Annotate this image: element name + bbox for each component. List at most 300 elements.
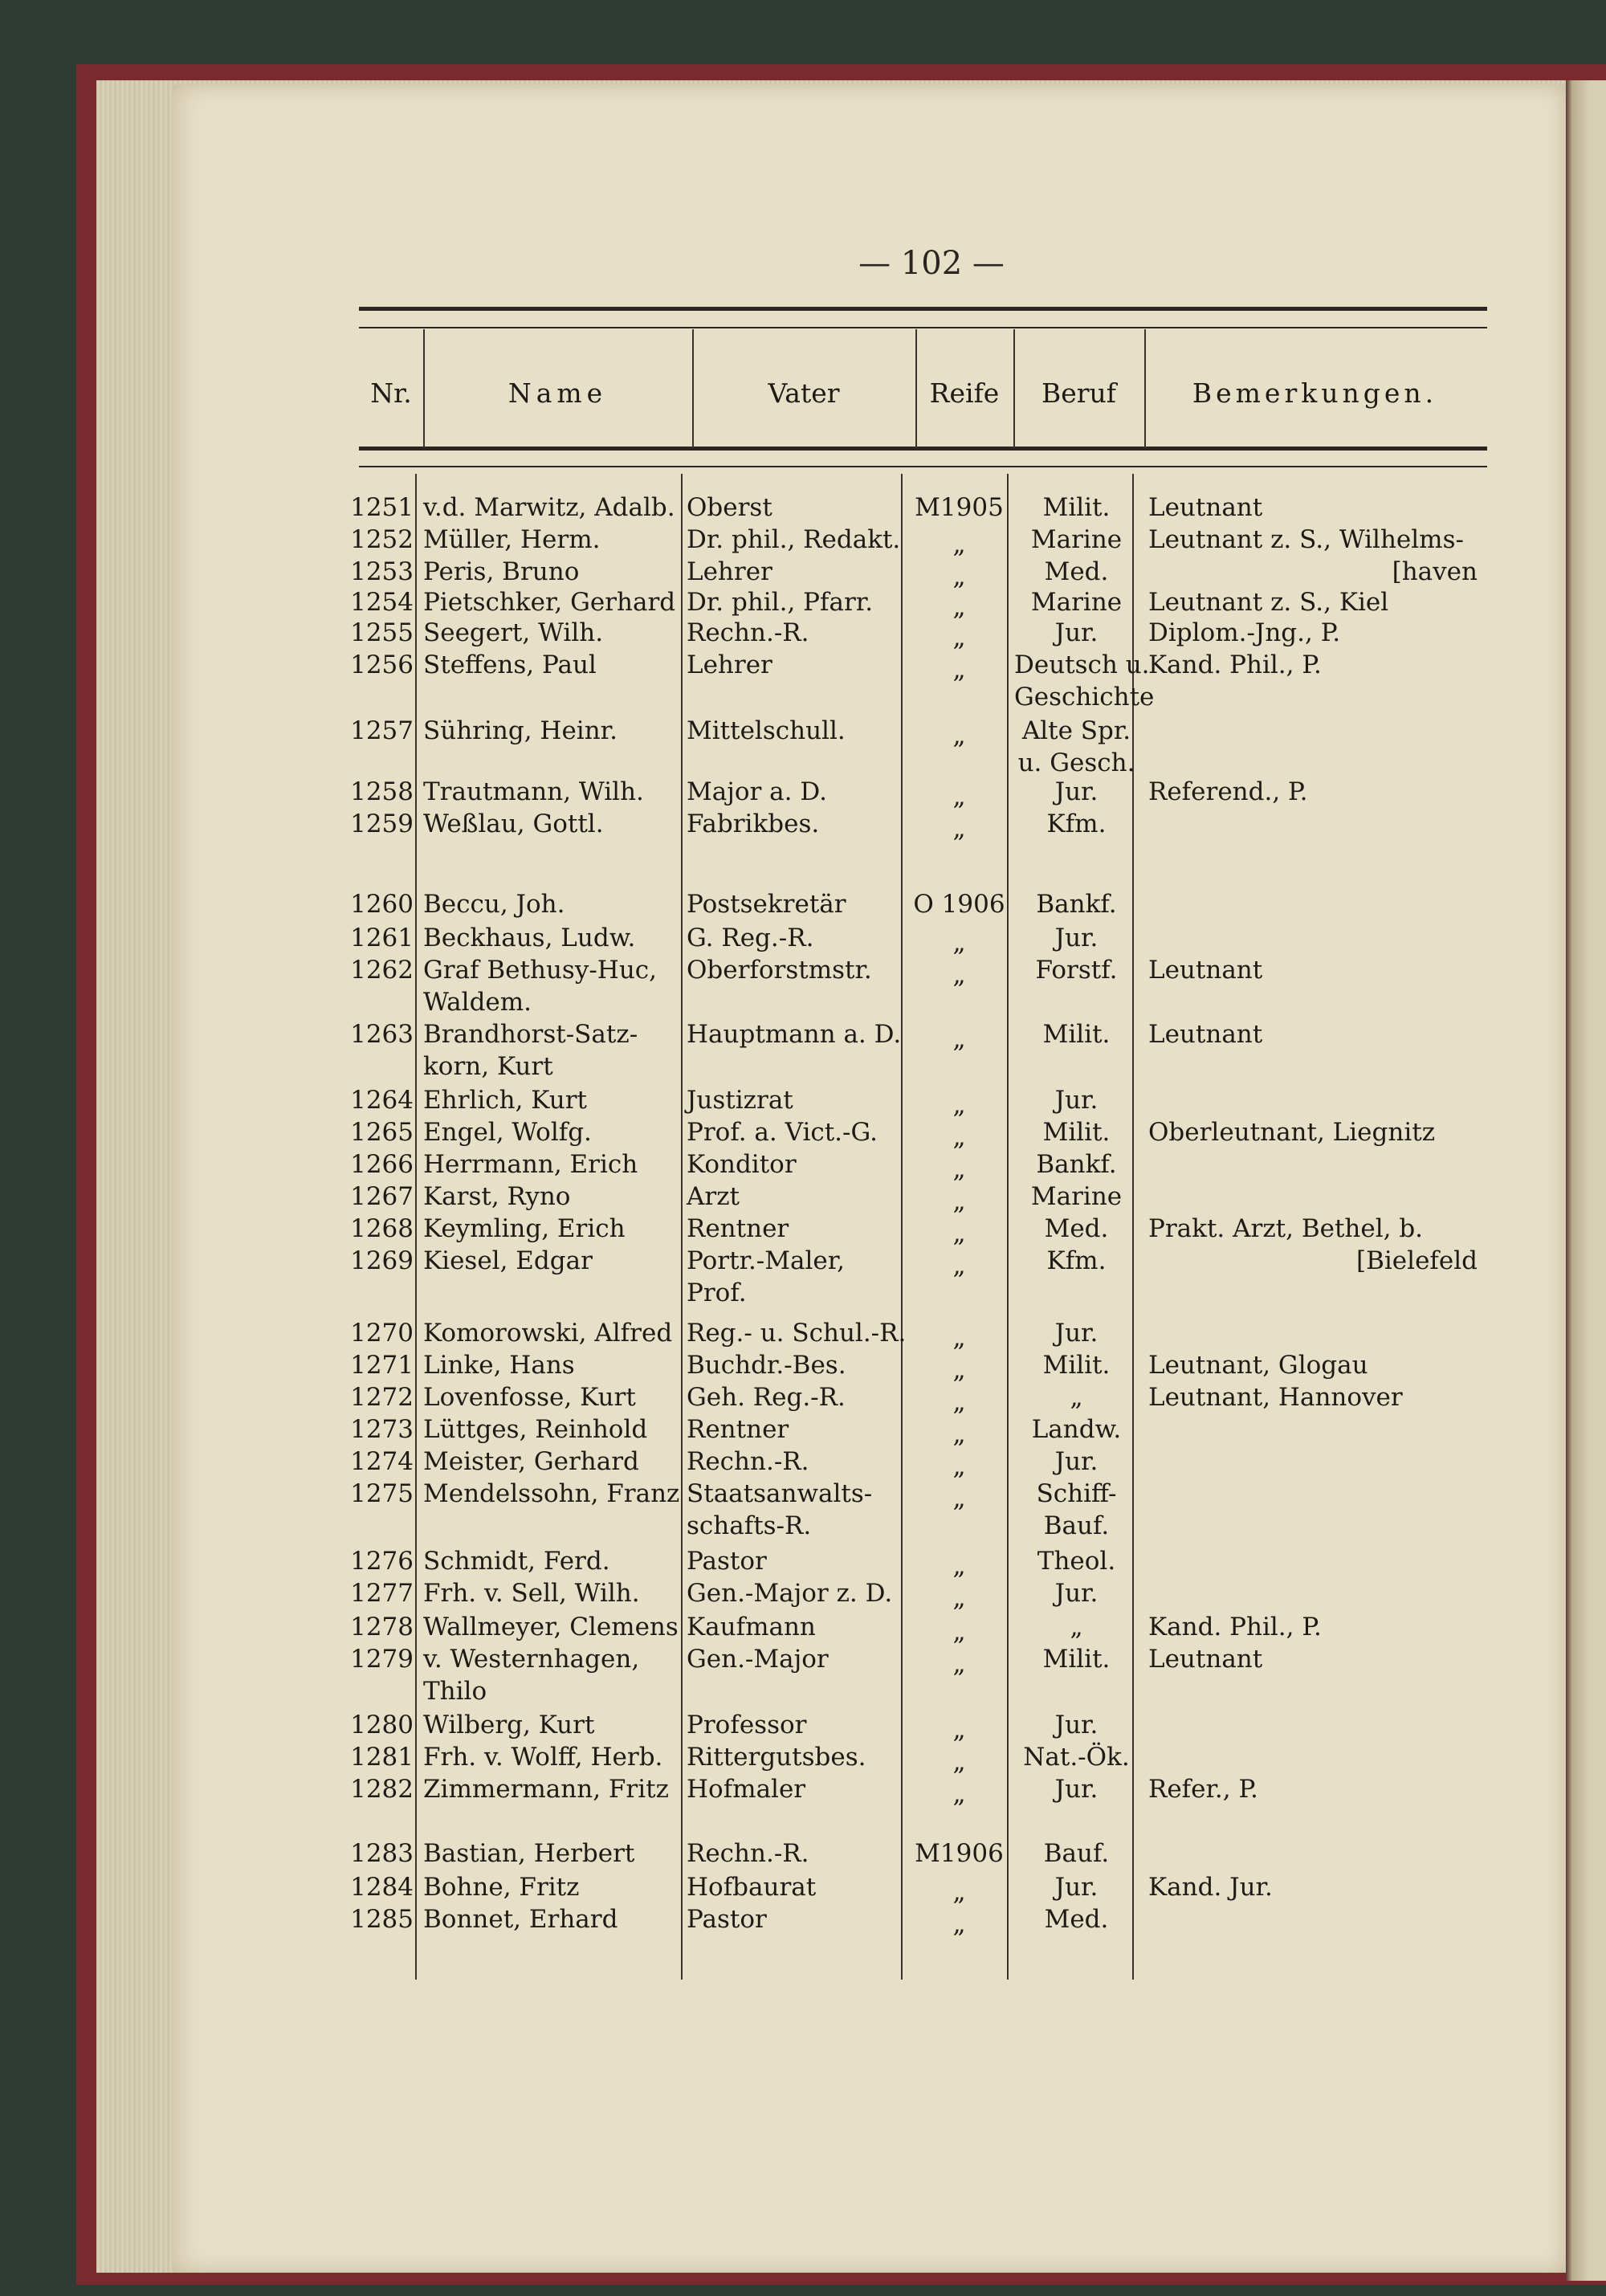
row-number: 1270 xyxy=(350,1319,414,1348)
profession-line: Milit. xyxy=(1042,1118,1111,1147)
student-name-line: Lovenfosse, Kurt xyxy=(423,1383,636,1412)
profession-line: Bauf. xyxy=(1043,1839,1110,1868)
student-name-line: Trautmann, Wilh. xyxy=(423,777,644,806)
row-number: 1262 xyxy=(350,956,414,985)
profession xyxy=(1014,1871,1139,1903)
remarks xyxy=(1148,1773,1258,1805)
student-name-line: Sühring, Heinr. xyxy=(423,716,618,745)
row-number: 1259 xyxy=(350,810,414,838)
row-number: 1284 xyxy=(350,1873,414,1902)
student-name xyxy=(423,888,565,920)
remarks-line: Leutnant z. S., Wilhelms- xyxy=(1148,525,1464,554)
reife-date: „ xyxy=(952,1323,966,1352)
facing-page-edge xyxy=(1566,80,1606,2281)
profession xyxy=(1014,1116,1139,1148)
profession xyxy=(1014,1837,1139,1870)
student-name-line: Thilo xyxy=(423,1677,487,1706)
profession xyxy=(1014,1709,1139,1741)
reife-date: „ xyxy=(952,1715,966,1744)
reife-date: „ xyxy=(952,814,966,843)
profession-line: Milit. xyxy=(1042,1020,1111,1049)
father-occupation xyxy=(687,1446,809,1478)
father-occupation xyxy=(687,1116,878,1148)
remarks-line: Leutnant xyxy=(1148,493,1263,522)
reife-date: „ xyxy=(952,1123,966,1152)
remarks xyxy=(1148,1213,1478,1277)
reife-date: „ xyxy=(952,721,966,750)
profession-line: Marine xyxy=(1030,1182,1123,1211)
father-occupation xyxy=(687,1478,872,1542)
row-number: 1260 xyxy=(350,890,414,919)
father-occupation xyxy=(687,524,900,556)
student-name-line: Beckhaus, Ludw. xyxy=(423,924,636,952)
row-number: 1267 xyxy=(350,1182,414,1211)
student-name-line: Ehrlich, Kurt xyxy=(423,1086,587,1115)
father-occupation-line: Reg.- u. Schul.-R. xyxy=(687,1319,907,1348)
father-occupation xyxy=(687,1837,809,1870)
student-name-line: Waldem. xyxy=(423,988,532,1017)
profession-line: Jur. xyxy=(1054,1319,1099,1348)
profession xyxy=(1014,1478,1139,1542)
student-name-line: Zimmermann, Fritz xyxy=(423,1775,669,1804)
profession-line: „ xyxy=(1070,1383,1083,1412)
student-name xyxy=(423,556,579,588)
student-name xyxy=(423,1084,587,1116)
remarks-line: Diplom.-Jng., P. xyxy=(1148,618,1341,647)
profession xyxy=(1014,1643,1139,1675)
header-nr: Nr. xyxy=(370,377,412,409)
student-name xyxy=(423,954,657,1018)
remarks-line: Prakt. Arzt, Bethel, b. xyxy=(1148,1214,1424,1243)
table-top-rule-thin xyxy=(359,327,1487,328)
reife-date: „ xyxy=(952,1356,966,1385)
reife-date: „ xyxy=(952,1584,966,1613)
father-occupation xyxy=(687,1245,845,1309)
father-occupation-line: Major a. D. xyxy=(687,777,827,806)
student-name xyxy=(423,1349,575,1381)
student-name-line: Weßlau, Gottl. xyxy=(423,810,604,838)
student-name xyxy=(423,1837,634,1870)
student-name xyxy=(423,1773,669,1805)
profession-line: Alte Spr. xyxy=(1021,716,1131,745)
student-name xyxy=(423,1611,679,1643)
father-occupation xyxy=(687,954,872,986)
student-name xyxy=(423,491,675,524)
student-name xyxy=(423,1245,593,1277)
header-bemerkungen: Bemerkungen. xyxy=(1192,377,1438,409)
reife-date: „ xyxy=(952,623,966,652)
remarks-line: Oberleutnant, Liegnitz xyxy=(1148,1118,1436,1147)
student-name xyxy=(423,1181,570,1213)
remarks-line: [haven xyxy=(1392,557,1478,586)
reife-date: „ xyxy=(952,1552,966,1580)
profession xyxy=(1014,1245,1139,1277)
row-number: 1266 xyxy=(350,1150,414,1179)
remarks xyxy=(1148,1643,1262,1675)
row-number: 1263 xyxy=(350,1020,414,1049)
remarks xyxy=(1148,954,1262,986)
father-occupation xyxy=(687,1709,806,1741)
student-name xyxy=(423,1116,592,1148)
student-name-line: Graf Bethusy-Huc, xyxy=(423,956,658,985)
father-occupation xyxy=(687,556,772,588)
reife-date: „ xyxy=(952,782,966,811)
father-occupation-line: Oberforstmstr. xyxy=(687,956,872,985)
student-name xyxy=(423,776,644,808)
profession-line: Milit. xyxy=(1042,1645,1111,1674)
row-number: 1277 xyxy=(350,1579,414,1608)
student-name xyxy=(423,1741,662,1773)
reife-date: „ xyxy=(952,1388,966,1417)
profession xyxy=(1014,776,1139,808)
remarks xyxy=(1148,1611,1322,1643)
profession xyxy=(1014,649,1155,713)
student-name xyxy=(423,1018,638,1083)
father-occupation-line: Justizrat xyxy=(687,1086,793,1115)
row-number: 1264 xyxy=(350,1086,414,1115)
student-name-line: Seegert, Wilh. xyxy=(423,618,604,647)
student-name xyxy=(423,586,675,618)
profession-line: Jur. xyxy=(1054,1579,1099,1608)
student-name-line: Wilberg, Kurt xyxy=(423,1711,595,1739)
student-name xyxy=(423,1577,640,1609)
profession-line: Jur. xyxy=(1054,1775,1099,1804)
remarks-line: Leutnant xyxy=(1148,1645,1263,1674)
student-name xyxy=(423,524,600,556)
father-occupation xyxy=(687,491,772,524)
father-occupation-line: Dr. phil., Redakt. xyxy=(687,525,901,554)
profession xyxy=(1014,1773,1139,1805)
header-bottom-rule xyxy=(359,447,1487,451)
father-occupation xyxy=(687,649,772,681)
profession xyxy=(1014,1577,1139,1609)
student-name-line: Wallmeyer, Clemens xyxy=(423,1613,679,1641)
student-name-line: Pietschker, Gerhard xyxy=(423,588,676,617)
reife-date: „ xyxy=(952,1650,966,1678)
row-number: 1271 xyxy=(350,1351,414,1380)
profession xyxy=(1014,922,1139,954)
father-occupation xyxy=(687,1643,829,1675)
profession xyxy=(1014,1148,1139,1181)
profession xyxy=(1014,1611,1139,1643)
student-name-line: Mendelssohn, Franz xyxy=(423,1479,680,1508)
profession xyxy=(1014,808,1139,840)
header-bottom-rule-thin xyxy=(359,466,1487,467)
profession-line: Forstf. xyxy=(1035,956,1118,985)
remarks-line: Kand. Phil., P. xyxy=(1148,650,1322,679)
remarks-line: Refer., P. xyxy=(1148,1775,1258,1804)
student-name xyxy=(423,617,603,649)
row-number: 1279 xyxy=(350,1645,414,1674)
profession-line: Milit. xyxy=(1042,1351,1111,1380)
student-name xyxy=(423,922,635,954)
row-number: 1268 xyxy=(350,1214,414,1243)
row-number: 1256 xyxy=(350,650,414,679)
student-name xyxy=(423,1903,618,1935)
father-occupation-line: Lehrer xyxy=(687,650,772,679)
profession xyxy=(1014,1018,1139,1050)
father-occupation-line: Prof. a. Vict.-G. xyxy=(687,1118,878,1147)
reife-date: „ xyxy=(952,1780,966,1809)
profession-line: Med. xyxy=(1044,557,1109,586)
row-number: 1281 xyxy=(350,1743,414,1772)
header-name: Name xyxy=(507,377,608,409)
reife-date: M1905 xyxy=(915,493,1004,522)
row-number: 1257 xyxy=(350,716,414,745)
student-name xyxy=(423,1478,679,1510)
profession-line: Kfm. xyxy=(1046,1246,1107,1275)
father-occupation-line: Geh. Reg.-R. xyxy=(687,1383,846,1412)
profession xyxy=(1014,617,1139,649)
student-name-line: Kiesel, Edgar xyxy=(423,1246,593,1275)
profession xyxy=(1014,1545,1139,1577)
profession-line: Deutsch u. xyxy=(1014,650,1150,679)
father-occupation-line: Pastor xyxy=(687,1547,767,1576)
reife-date: „ xyxy=(952,1091,966,1119)
row-number: 1265 xyxy=(350,1118,414,1147)
profession xyxy=(1014,1084,1139,1116)
father-occupation xyxy=(687,1148,797,1181)
father-occupation-line: Arzt xyxy=(687,1182,740,1211)
father-occupation-line: Lehrer xyxy=(687,557,772,586)
remarks xyxy=(1148,586,1388,618)
father-occupation-line: Staatsanwalts- xyxy=(687,1479,873,1508)
reife-date: „ xyxy=(952,1251,966,1280)
reife-date: „ xyxy=(952,530,966,559)
reife-date: „ xyxy=(952,562,966,591)
reife-date: „ xyxy=(952,1747,966,1776)
remarks-line: Leutnant xyxy=(1148,1020,1263,1049)
student-name-line: Linke, Hans xyxy=(423,1351,575,1380)
profession xyxy=(1014,715,1139,779)
reife-date: „ xyxy=(952,1910,966,1939)
profession-line: „ xyxy=(1070,1613,1083,1641)
remarks xyxy=(1148,1871,1273,1903)
student-name xyxy=(423,1545,610,1577)
row-number: 1254 xyxy=(350,588,414,617)
student-name xyxy=(423,1413,647,1446)
father-occupation-line: Rentner xyxy=(687,1214,789,1243)
father-occupation-line: Hofbaurat xyxy=(687,1873,817,1902)
student-name xyxy=(423,1709,594,1741)
reife-date: „ xyxy=(952,960,966,989)
row-number: 1275 xyxy=(350,1479,414,1508)
profession-line: Nat.-Ök. xyxy=(1023,1743,1130,1772)
reife-date: „ xyxy=(952,1878,966,1907)
father-occupation xyxy=(687,1213,789,1245)
student-name-line: Peris, Bruno xyxy=(423,557,580,586)
profession xyxy=(1014,1903,1139,1935)
student-name xyxy=(423,1148,638,1181)
profession xyxy=(1014,1381,1139,1413)
profession xyxy=(1014,524,1139,556)
father-occupation-line: Hauptmann a. D. xyxy=(687,1020,902,1049)
row-number: 1276 xyxy=(350,1547,414,1576)
father-occupation xyxy=(687,808,819,840)
profession xyxy=(1014,1349,1139,1381)
father-occupation xyxy=(687,1317,906,1349)
profession-line: Jur. xyxy=(1054,924,1099,952)
father-occupation xyxy=(687,888,846,920)
student-name-line: Bastian, Herbert xyxy=(423,1839,635,1868)
father-occupation-line: Prof. xyxy=(687,1279,747,1307)
reife-date: „ xyxy=(952,593,966,622)
father-occupation-line: Rechn.-R. xyxy=(687,1447,809,1476)
remarks xyxy=(1148,776,1307,808)
row-number: 1282 xyxy=(350,1775,414,1804)
remarks-line: Leutnant, Glogau xyxy=(1148,1351,1368,1380)
father-occupation xyxy=(687,1381,846,1413)
row-number: 1251 xyxy=(350,493,414,522)
profession-line: Bauf. xyxy=(1043,1511,1110,1540)
father-occupation xyxy=(687,1018,901,1050)
table-top-rule xyxy=(359,307,1487,311)
reife-date: „ xyxy=(952,1484,966,1513)
column-divider xyxy=(901,474,903,1980)
profession-line: Bankf. xyxy=(1036,890,1117,919)
row-number: 1261 xyxy=(350,924,414,952)
profession-line: Kfm. xyxy=(1046,810,1107,838)
remarks xyxy=(1148,1018,1262,1050)
father-occupation-line: Dr. phil., Pfarr. xyxy=(687,588,874,617)
student-name xyxy=(423,649,597,681)
profession xyxy=(1014,556,1139,588)
father-occupation-line: Rentner xyxy=(687,1415,789,1444)
student-name-line: Frh. v. Sell, Wilh. xyxy=(423,1579,640,1608)
reife-date: „ xyxy=(952,1452,966,1481)
reife-date: O 1906 xyxy=(913,890,1005,919)
student-name-line: Bonnet, Erhard xyxy=(423,1905,618,1934)
father-occupation xyxy=(687,1413,789,1446)
father-occupation xyxy=(687,1773,805,1805)
header-reife: Reife xyxy=(929,377,1000,409)
father-occupation-line: Rechn.-R. xyxy=(687,618,809,647)
profession-line: Schiff- xyxy=(1036,1479,1117,1508)
profession xyxy=(1014,1446,1139,1478)
profession-line: Jur. xyxy=(1054,618,1099,647)
remarks-line: Leutnant z. S., Kiel xyxy=(1148,588,1389,617)
reife-date: „ xyxy=(952,1187,966,1216)
remarks xyxy=(1148,1381,1403,1413)
profession xyxy=(1014,1741,1139,1773)
student-name xyxy=(423,808,604,840)
remarks xyxy=(1148,1116,1435,1148)
profession xyxy=(1014,1213,1139,1245)
student-name-line: Beccu, Joh. xyxy=(423,890,565,919)
profession xyxy=(1014,1317,1139,1349)
student-name-line: Meister, Gerhard xyxy=(423,1447,639,1476)
reife-date: „ xyxy=(952,1219,966,1248)
profession xyxy=(1014,586,1139,618)
profession xyxy=(1014,1413,1139,1446)
student-name-line: v. Westernhagen, xyxy=(423,1645,640,1674)
reife-date: „ xyxy=(952,655,966,684)
remarks xyxy=(1148,617,1340,649)
row-number: 1269 xyxy=(350,1246,414,1275)
student-name-line: Herrmann, Erich xyxy=(423,1150,638,1179)
father-occupation xyxy=(687,1871,816,1903)
header-beruf: Beruf xyxy=(1041,377,1117,409)
student-name-line: v.d. Marwitz, Adalb. xyxy=(423,493,675,522)
student-name-line: Komorowski, Alfred xyxy=(423,1319,673,1348)
profession-line: Bankf. xyxy=(1036,1150,1117,1179)
remarks-line: Kand. Jur. xyxy=(1148,1873,1273,1902)
profession xyxy=(1014,1181,1139,1213)
father-occupation xyxy=(687,715,846,747)
student-name-line: Steffens, Paul xyxy=(423,650,597,679)
row-number: 1252 xyxy=(350,525,414,554)
father-occupation-line: Rechn.-R. xyxy=(687,1839,809,1868)
profession-line: Med. xyxy=(1044,1214,1109,1243)
remarks-line: Kand. Phil., P. xyxy=(1148,1613,1322,1641)
father-occupation-line: Professor xyxy=(687,1711,807,1739)
remarks xyxy=(1148,524,1478,588)
father-occupation xyxy=(687,1903,767,1935)
reife-date: M1906 xyxy=(915,1839,1004,1868)
father-occupation-line: Oberst xyxy=(687,493,772,522)
father-occupation xyxy=(687,617,809,649)
father-occupation-line: G. Reg.-R. xyxy=(687,924,814,952)
father-occupation xyxy=(687,1084,793,1116)
row-number: 1255 xyxy=(350,618,414,647)
row-number: 1273 xyxy=(350,1415,414,1444)
profession xyxy=(1014,954,1139,986)
row-number: 1285 xyxy=(350,1905,414,1934)
student-name-line: Bohne, Fritz xyxy=(423,1873,580,1902)
profession-line: Marine xyxy=(1030,525,1123,554)
father-occupation-line: Portr.-Maler, xyxy=(687,1246,846,1275)
student-name-line: Müller, Herm. xyxy=(423,525,601,554)
row-number: 1258 xyxy=(350,777,414,806)
student-name-line: korn, Kurt xyxy=(423,1052,553,1081)
father-occupation-line: Fabrikbes. xyxy=(687,810,820,838)
remarks-line: Leutnant, Hannover xyxy=(1148,1383,1403,1412)
header-vater: Vater xyxy=(768,377,840,409)
profession-line: Jur. xyxy=(1054,1873,1099,1902)
remarks-line: [Bielefeld xyxy=(1356,1246,1478,1275)
profession-line: Med. xyxy=(1044,1905,1109,1934)
profession-line: Landw. xyxy=(1031,1415,1122,1444)
student-name xyxy=(423,1446,639,1478)
father-occupation xyxy=(687,776,827,808)
column-divider xyxy=(681,474,683,1980)
father-occupation xyxy=(687,922,813,954)
father-occupation-line: Gen.-Major xyxy=(687,1645,829,1674)
student-name-line: Frh. v. Wolff, Herb. xyxy=(423,1743,663,1772)
remarks-line: Referend., P. xyxy=(1148,777,1308,806)
father-occupation-line: Pastor xyxy=(687,1905,767,1934)
profession-line: u. Gesch. xyxy=(1017,748,1135,777)
student-name-line: Brandhorst-Satz- xyxy=(423,1020,638,1049)
father-occupation-line: schafts-R. xyxy=(687,1511,812,1540)
father-occupation xyxy=(687,1741,866,1773)
father-occupation-line: Buchdr.-Bes. xyxy=(687,1351,846,1380)
row-number: 1272 xyxy=(350,1383,414,1412)
student-name xyxy=(423,1381,636,1413)
father-occupation xyxy=(687,1181,740,1213)
reife-date: „ xyxy=(952,1155,966,1184)
student-name xyxy=(423,715,618,747)
page-number: — 102 — xyxy=(858,245,1005,282)
student-name-line: Keymling, Erich xyxy=(423,1214,626,1243)
father-occupation-line: Gen.-Major z. D. xyxy=(687,1579,893,1608)
student-name xyxy=(423,1643,639,1707)
remarks xyxy=(1148,1349,1368,1381)
father-occupation-line: Rittergutsbes. xyxy=(687,1743,866,1772)
father-occupation xyxy=(687,1545,767,1577)
profession-line: Jur. xyxy=(1054,1711,1099,1739)
father-occupation-line: Postsekretär xyxy=(687,890,846,919)
